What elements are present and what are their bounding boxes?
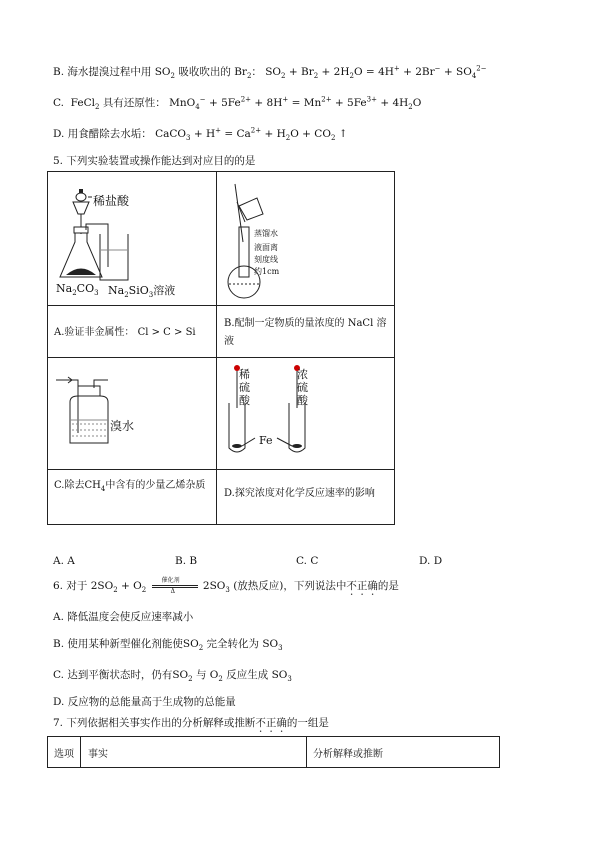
q6-stem-mid: (放热反应)，下列说法中 [233,580,347,592]
arrow-lines [152,585,198,586]
q6-option-a: A. 降低温度会使反应速率减小 [53,611,194,623]
label-conc-sulfuric: 浓硫酸 [297,368,308,407]
option-b-line: B. 海水提溴过程中用 $SO_2$ 吸收吹出的 $Br_2$： $SO_2 + Br_2 + 2H_2O = 4H^+ + 2Br^- + SO_4^{2-}$ [53,64,487,81]
q7-header-analysis: 分析解释或推断 [313,749,383,760]
answer-d: D. D [419,555,443,567]
q7-stem-prefix: 7. 下列依据相关事实作出的分析解释或推断 [53,717,256,729]
caption-a-formula: Cl > C > Si [137,327,196,338]
q6-b-mid: 完全转化为 [206,638,260,650]
caption-a-text: A.验证非金属性： [54,327,135,338]
grid-line-1 [48,305,394,306]
label-bromine-water: 溴水 [110,419,135,433]
label-na2co3: $Na_2CO_3$ [56,282,99,298]
q6-b-prefix: B. 使用某种新型催化剂能使 [53,638,183,650]
caption-b: B.配制一定物质的量浓度的 NaCl 溶液 [224,318,387,347]
label-note-3: 约1cm [254,267,280,276]
q7-stem-end: 的一组是 [286,717,329,729]
q6-stem-emph: 不正确 [346,580,378,592]
arrow-label-bottom: Δ [170,588,175,595]
label-na2sio3: $Na_2SiO_3$溶液 [108,284,176,300]
q7-header-option: 选项 [54,749,74,760]
q6-option-c: C. 达到平衡状态时，仍有$SO_2$ 与 $O_2$ 反应生成 $SO_3$ [53,669,292,684]
label-dilute-hcl: 稀盐酸 [93,194,130,208]
q7-col-divider-1 [80,737,81,767]
answer-b: B. B [175,555,198,567]
option-c-line: C. FeCl$_2$ 具有还原性： $MnO_4^- + 5Fe^{2+} + 8H^+ = Mn^{2+} + 5Fe^{3+} + 4H_2O$ [53,95,422,112]
apparatus-b-diagram [217,172,394,305]
q6-c-end: 反应生成 [226,669,269,681]
arrow-label-top: 催化剂 [161,577,180,584]
caption-c: C.除去$CH_4$中含有的少量乙烯杂质 [54,480,206,493]
q6-c-prefix: C. 达到平衡状态时，仍有 [53,669,173,681]
q7-header-fact: 事实 [88,749,108,760]
option-d-text: D. 用食醋除去水垢： [53,128,152,140]
apparatus-c-diagram [48,358,216,469]
q6-option-d: D. 反应物的总能量高于生成物的总能量 [53,696,236,708]
q6-stem-prefix: 6. 对于 [53,580,88,592]
caption-a [54,324,214,342]
caption-c-prefix: C.除去 [54,480,85,491]
answer-a: A. A [53,555,75,567]
answer-c: C. C [296,555,319,567]
q6-stem-end: 的是 [377,580,399,592]
caption-c-suffix: 中含有的少量乙烯杂质 [105,480,206,491]
option-d-line: D. 用食醋除去水垢： CaCO$_3$ + $H^+ = Ca^{2+} + H_2O + CO_2$ ↑ [53,126,348,143]
label-note-1: 液面离 [254,243,278,252]
label-distilled-water: 蒸馏水 [254,229,278,238]
label-dilute-sulfuric: 稀硫酸 [239,368,250,407]
q7-table-header [47,736,500,768]
q5-stem: 5. 下列实验装置或操作能达到对应目的的是 [53,155,256,167]
q7-col-divider-2 [306,737,307,767]
q6-option-b: B. 使用某种新型催化剂能使$SO_2$ 完全转化为 $SO_3$ [53,638,283,653]
grid-line-3 [48,469,394,470]
label-fe: Fe [259,434,273,447]
q6-stem: 6. 对于 $2SO_2 + O_2$ 催化剂 Δ $2SO_3$ (放热反应)，下列说法中不正确的是 [53,577,399,595]
option-c-mid: 具有还原性： [102,97,166,109]
label-note-2: 刻度线 [254,255,278,264]
caption-d: D.探究浓度对化学反应速率的影响 [224,488,375,499]
q7-stem-emph: 不正确 [255,717,287,729]
option-b-text: B. 海水提溴过程中用 [53,66,152,78]
q7-stem [53,715,329,735]
reversible-arrow [150,579,200,593]
option-b-mid: 吸收吹出的 [178,66,231,78]
q6-c-mid: 与 [195,669,207,681]
q5-apparatus-grid [47,171,395,525]
